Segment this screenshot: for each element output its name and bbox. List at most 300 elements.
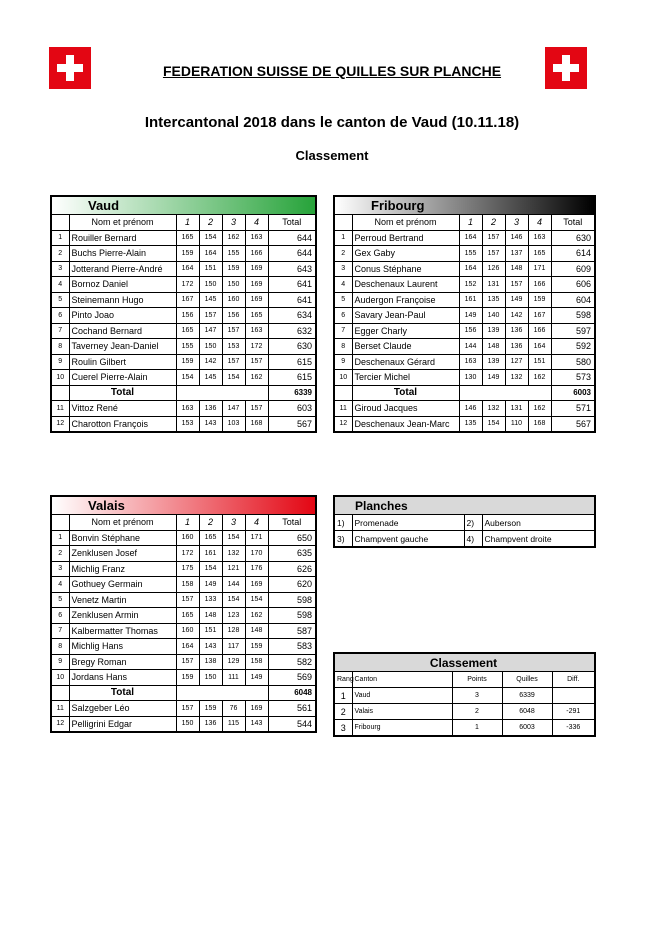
- game-score: 133: [199, 592, 222, 608]
- player-rank: 8: [334, 339, 352, 355]
- player-rank: 10: [51, 670, 69, 686]
- game-header: 4: [528, 215, 551, 231]
- game-score: 165: [528, 246, 551, 262]
- game-score: 160: [176, 530, 199, 546]
- game-score: 153: [222, 339, 245, 355]
- player-total: 643: [268, 261, 316, 277]
- game-score: 150: [199, 339, 222, 355]
- game-header: 4: [245, 215, 268, 231]
- table-row: [51, 701, 316, 717]
- table-row: [334, 370, 595, 386]
- table-row: [51, 654, 316, 670]
- game-score: 159: [222, 261, 245, 277]
- game-score: 144: [222, 577, 245, 593]
- team-total: 6048: [268, 685, 316, 701]
- player-total: 580: [551, 354, 595, 370]
- player-name: Venetz Martin: [69, 592, 176, 608]
- player-rank: 3: [334, 261, 352, 277]
- game-score: 163: [176, 401, 199, 417]
- points-header: Points: [452, 672, 502, 688]
- team-table-valais: [50, 495, 317, 733]
- player-rank: 5: [334, 292, 352, 308]
- game-score: 131: [482, 277, 505, 293]
- team-title: Fribourg: [334, 196, 595, 215]
- game-score: 167: [528, 308, 551, 324]
- player-total: 569: [268, 670, 316, 686]
- player-rank: 11: [51, 701, 69, 717]
- planches-table: [333, 495, 596, 548]
- page-subtitle: Intercantonal 2018 dans le canton de Vaud (10.11.18): [144, 114, 520, 131]
- game-header: 1: [459, 215, 482, 231]
- rank-header: [334, 215, 352, 231]
- game-score: 165: [176, 230, 199, 246]
- game-score: 154: [222, 530, 245, 546]
- rank-header: [51, 215, 69, 231]
- game-score: 169: [245, 292, 268, 308]
- table-row: [334, 323, 595, 339]
- game-score: 170: [245, 546, 268, 562]
- canton: Valais: [352, 704, 452, 720]
- game-score: 164: [199, 246, 222, 262]
- player-rank: 8: [51, 339, 69, 355]
- player-name: Perroud Bertrand: [352, 230, 459, 246]
- player-name: Vittoz René: [69, 401, 176, 417]
- game-score: 147: [222, 401, 245, 417]
- game-score: 146: [505, 230, 528, 246]
- player-total: 620: [268, 577, 316, 593]
- column-header-row: [51, 515, 316, 531]
- table-row: [334, 230, 595, 246]
- team-title: Valais: [51, 496, 316, 515]
- game-score: 166: [528, 277, 551, 293]
- player-rank: 4: [51, 577, 69, 593]
- total-label: Total: [69, 685, 176, 701]
- player-rank: 7: [334, 323, 352, 339]
- player-total: 567: [268, 416, 316, 432]
- game-header: 3: [222, 515, 245, 531]
- game-score: 154: [245, 592, 268, 608]
- rang: 2: [334, 704, 352, 720]
- table-row: [51, 246, 316, 262]
- game-score: 164: [459, 230, 482, 246]
- player-total: 583: [268, 639, 316, 655]
- table-row: [51, 639, 316, 655]
- classement-table: [333, 652, 596, 737]
- player-total: 644: [268, 230, 316, 246]
- name-header: Nom et prénom: [69, 215, 176, 231]
- table-row: [51, 546, 316, 562]
- game-score: 149: [482, 370, 505, 386]
- table-row: [51, 530, 316, 546]
- game-score: 176: [245, 561, 268, 577]
- total-header: Total: [268, 515, 316, 531]
- game-score: 159: [176, 246, 199, 262]
- planche-number: 2): [464, 515, 482, 531]
- column-header-row: [334, 215, 595, 231]
- game-score: 154: [482, 416, 505, 432]
- player-name: Taverney Jean-Daniel: [69, 339, 176, 355]
- name-header: Nom et prénom: [69, 515, 176, 531]
- classement-title: Classement: [334, 653, 595, 672]
- player-total: 635: [268, 546, 316, 562]
- team-total-row: [51, 685, 316, 701]
- game-score: 139: [482, 323, 505, 339]
- table-row: [51, 592, 316, 608]
- diff: -336: [552, 720, 595, 737]
- player-rank: 12: [51, 416, 69, 432]
- game-score: 164: [176, 639, 199, 655]
- game-score: 159: [528, 292, 551, 308]
- team-total: 6003: [551, 385, 595, 401]
- player-rank: 2: [51, 546, 69, 562]
- player-total: 630: [268, 339, 316, 355]
- player-rank: 1: [51, 230, 69, 246]
- game-score: 145: [199, 370, 222, 386]
- game-score: 136: [199, 401, 222, 417]
- player-rank: 5: [51, 592, 69, 608]
- player-rank: 6: [51, 308, 69, 324]
- quilles-header: Quilles: [502, 672, 552, 688]
- game-score: 135: [459, 416, 482, 432]
- player-name: Tercier Michel: [352, 370, 459, 386]
- player-rank: 3: [51, 261, 69, 277]
- game-score: 164: [528, 339, 551, 355]
- game-score: 121: [222, 561, 245, 577]
- table-row: [334, 416, 595, 432]
- game-score: 153: [176, 416, 199, 432]
- player-total: 606: [551, 277, 595, 293]
- game-score: 171: [245, 530, 268, 546]
- game-score: 132: [505, 370, 528, 386]
- game-score: 157: [245, 354, 268, 370]
- game-score: 165: [176, 323, 199, 339]
- player-total: 598: [551, 308, 595, 324]
- player-name: Bonvin Stéphane: [69, 530, 176, 546]
- game-score: 157: [199, 308, 222, 324]
- player-name: Berset Claude: [352, 339, 459, 355]
- planches-row: [334, 531, 595, 548]
- game-score: 131: [505, 401, 528, 417]
- rang-header: Rang: [334, 672, 352, 688]
- game-score: 162: [528, 401, 551, 417]
- rank-header: [51, 515, 69, 531]
- player-name: Jotterand Pierre-André: [69, 261, 176, 277]
- game-score: 155: [222, 246, 245, 262]
- game-score: 167: [176, 292, 199, 308]
- game-score: 136: [199, 716, 222, 732]
- player-total: 615: [268, 370, 316, 386]
- planche-name: Champvent droite: [482, 531, 595, 548]
- game-score: 115: [222, 716, 245, 732]
- quilles: 6048: [502, 704, 552, 720]
- game-score: 159: [245, 639, 268, 655]
- game-score: 142: [199, 354, 222, 370]
- player-total: 561: [268, 701, 316, 717]
- game-score: 148: [245, 623, 268, 639]
- game-score: 156: [176, 308, 199, 324]
- game-score: 157: [482, 230, 505, 246]
- player-name: Salzgeber Léo: [69, 701, 176, 717]
- game-score: 169: [245, 277, 268, 293]
- player-name: Egger Charly: [352, 323, 459, 339]
- game-score: 149: [459, 308, 482, 324]
- diff: [552, 688, 595, 704]
- table-row: [51, 608, 316, 624]
- player-name: Buchs Pierre-Alain: [69, 246, 176, 262]
- planche-name: Champvent gauche: [352, 531, 464, 548]
- player-name: Deschenaux Jean-Marc: [352, 416, 459, 432]
- section-heading: Classement: [295, 148, 369, 163]
- game-score: 162: [245, 370, 268, 386]
- game-header: 2: [482, 215, 505, 231]
- player-name: Michlig Hans: [69, 639, 176, 655]
- game-score: 117: [222, 639, 245, 655]
- player-rank: 12: [334, 416, 352, 432]
- game-score: 159: [199, 701, 222, 717]
- team-total-row: [51, 385, 316, 401]
- game-score: 136: [505, 339, 528, 355]
- player-rank: 12: [51, 716, 69, 732]
- team-total-row: [334, 385, 595, 401]
- column-header-row: [51, 215, 316, 231]
- planche-number: 3): [334, 531, 352, 548]
- game-score: 139: [482, 354, 505, 370]
- player-total: 571: [551, 401, 595, 417]
- game-score: 164: [176, 261, 199, 277]
- game-header: 2: [199, 215, 222, 231]
- player-name: Charotton François: [69, 416, 176, 432]
- game-score: 166: [245, 246, 268, 262]
- table-row: [51, 561, 316, 577]
- player-rank: 1: [51, 530, 69, 546]
- planche-number: 4): [464, 531, 482, 548]
- game-score: 148: [482, 339, 505, 355]
- player-name: Zenklusen Armin: [69, 608, 176, 624]
- player-total: 587: [268, 623, 316, 639]
- page-title: FEDERATION SUISSE DE QUILLES SUR PLANCHE: [162, 63, 502, 79]
- quilles: 6003: [502, 720, 552, 737]
- diff: -291: [552, 704, 595, 720]
- player-total: 644: [268, 246, 316, 262]
- player-rank: 4: [334, 277, 352, 293]
- game-score: 168: [528, 416, 551, 432]
- player-rank: 9: [334, 354, 352, 370]
- table-row: [334, 354, 595, 370]
- player-total: 592: [551, 339, 595, 355]
- team-total: 6339: [268, 385, 316, 401]
- table-row: [51, 292, 316, 308]
- game-score: 158: [245, 654, 268, 670]
- canton: Fribourg: [352, 720, 452, 737]
- table-row: [51, 339, 316, 355]
- player-total: 614: [551, 246, 595, 262]
- table-row: [51, 623, 316, 639]
- team-table-vaud: [50, 195, 317, 433]
- player-total: 615: [268, 354, 316, 370]
- planche-name: Auberson: [482, 515, 595, 531]
- game-score: 154: [222, 370, 245, 386]
- game-score: 147: [199, 323, 222, 339]
- game-score: 166: [528, 323, 551, 339]
- game-score: 145: [199, 292, 222, 308]
- game-score: 157: [222, 354, 245, 370]
- player-name: Zenklusen Josef: [69, 546, 176, 562]
- player-total: 604: [551, 292, 595, 308]
- player-name: Cochand Bernard: [69, 323, 176, 339]
- game-score: 148: [199, 608, 222, 624]
- player-total: 582: [268, 654, 316, 670]
- game-score: 165: [199, 530, 222, 546]
- player-rank: 5: [51, 292, 69, 308]
- game-score: 163: [459, 354, 482, 370]
- player-name: Audergon Françoise: [352, 292, 459, 308]
- table-row: [51, 577, 316, 593]
- game-score: 155: [176, 339, 199, 355]
- table-row: [334, 339, 595, 355]
- game-score: 103: [222, 416, 245, 432]
- game-score: 144: [459, 339, 482, 355]
- player-name: Savary Jean-Paul: [352, 308, 459, 324]
- player-name: Giroud Jacques: [352, 401, 459, 417]
- total-label: Total: [352, 385, 459, 401]
- player-total: 609: [551, 261, 595, 277]
- table-row: [51, 416, 316, 432]
- player-total: 650: [268, 530, 316, 546]
- table-row: [334, 261, 595, 277]
- game-score: 151: [199, 261, 222, 277]
- game-score: 150: [199, 277, 222, 293]
- game-score: 143: [199, 416, 222, 432]
- player-name: Pinto Joao: [69, 308, 176, 324]
- player-total: 641: [268, 292, 316, 308]
- game-score: 151: [528, 354, 551, 370]
- player-name: Michlig Franz: [69, 561, 176, 577]
- canton: Vaud: [352, 688, 452, 704]
- game-score: 155: [459, 246, 482, 262]
- canton-header: Canton: [352, 672, 452, 688]
- planche-number: 1): [334, 515, 352, 531]
- player-total: 567: [551, 416, 595, 432]
- planche-name: Promenade: [352, 515, 464, 531]
- game-score: 128: [222, 623, 245, 639]
- game-score: 132: [482, 401, 505, 417]
- player-name: Cuerel Pierre-Alain: [69, 370, 176, 386]
- table-row: [334, 308, 595, 324]
- classement-row: [334, 720, 595, 737]
- game-score: 169: [245, 577, 268, 593]
- player-rank: 10: [334, 370, 352, 386]
- table-row: [51, 401, 316, 417]
- game-score: 162: [222, 230, 245, 246]
- player-name: Bregy Roman: [69, 654, 176, 670]
- planches-title: Planches: [334, 496, 595, 515]
- game-score: 169: [245, 701, 268, 717]
- game-score: 149: [505, 292, 528, 308]
- game-score: 149: [199, 577, 222, 593]
- table-row: [334, 292, 595, 308]
- player-total: 641: [268, 277, 316, 293]
- player-rank: 8: [51, 639, 69, 655]
- game-score: 76: [222, 701, 245, 717]
- game-score: 172: [245, 339, 268, 355]
- game-score: 150: [199, 670, 222, 686]
- game-score: 163: [528, 230, 551, 246]
- game-score: 123: [222, 608, 245, 624]
- game-score: 161: [199, 546, 222, 562]
- game-score: 162: [245, 608, 268, 624]
- player-name: Deschenaux Laurent: [352, 277, 459, 293]
- game-score: 148: [505, 261, 528, 277]
- game-score: 159: [176, 670, 199, 686]
- table-row: [334, 277, 595, 293]
- name-header: Nom et prénom: [352, 215, 459, 231]
- player-rank: 3: [51, 561, 69, 577]
- game-score: 135: [482, 292, 505, 308]
- table-row: [51, 670, 316, 686]
- team-title: Vaud: [51, 196, 316, 215]
- player-rank: 11: [51, 401, 69, 417]
- player-name: Kalbermatter Thomas: [69, 623, 176, 639]
- game-score: 150: [222, 277, 245, 293]
- game-score: 130: [459, 370, 482, 386]
- game-score: 171: [528, 261, 551, 277]
- team-table-fribourg: [333, 195, 596, 433]
- player-total: 573: [551, 370, 595, 386]
- game-score: 163: [245, 230, 268, 246]
- game-score: 156: [459, 323, 482, 339]
- game-score: 172: [176, 277, 199, 293]
- game-score: 127: [505, 354, 528, 370]
- game-score: 140: [482, 308, 505, 324]
- points: 2: [452, 704, 502, 720]
- game-score: 160: [222, 292, 245, 308]
- classement-row: [334, 688, 595, 704]
- game-score: 157: [176, 592, 199, 608]
- player-rank: 2: [334, 246, 352, 262]
- table-row: [51, 370, 316, 386]
- player-rank: 11: [334, 401, 352, 417]
- player-total: 634: [268, 308, 316, 324]
- player-name: Jordans Hans: [69, 670, 176, 686]
- game-score: 172: [176, 546, 199, 562]
- player-rank: 2: [51, 246, 69, 262]
- table-row: [334, 246, 595, 262]
- player-total: 544: [268, 716, 316, 732]
- player-name: Rouiller Bernard: [69, 230, 176, 246]
- game-score: 162: [528, 370, 551, 386]
- total-label: Total: [69, 385, 176, 401]
- game-score: 142: [505, 308, 528, 324]
- game-score: 163: [245, 323, 268, 339]
- total-header: Total: [551, 215, 595, 231]
- game-score: 169: [245, 261, 268, 277]
- game-score: 157: [176, 654, 199, 670]
- table-row: [51, 716, 316, 732]
- player-rank: 4: [51, 277, 69, 293]
- game-score: 157: [505, 277, 528, 293]
- table-row: [51, 308, 316, 324]
- game-score: 154: [176, 370, 199, 386]
- player-total: 603: [268, 401, 316, 417]
- game-score: 132: [222, 546, 245, 562]
- player-rank: 7: [51, 623, 69, 639]
- planches-row: [334, 515, 595, 531]
- quilles: 6339: [502, 688, 552, 704]
- player-total: 630: [551, 230, 595, 246]
- game-score: 154: [222, 592, 245, 608]
- game-score: 157: [245, 401, 268, 417]
- game-score: 149: [245, 670, 268, 686]
